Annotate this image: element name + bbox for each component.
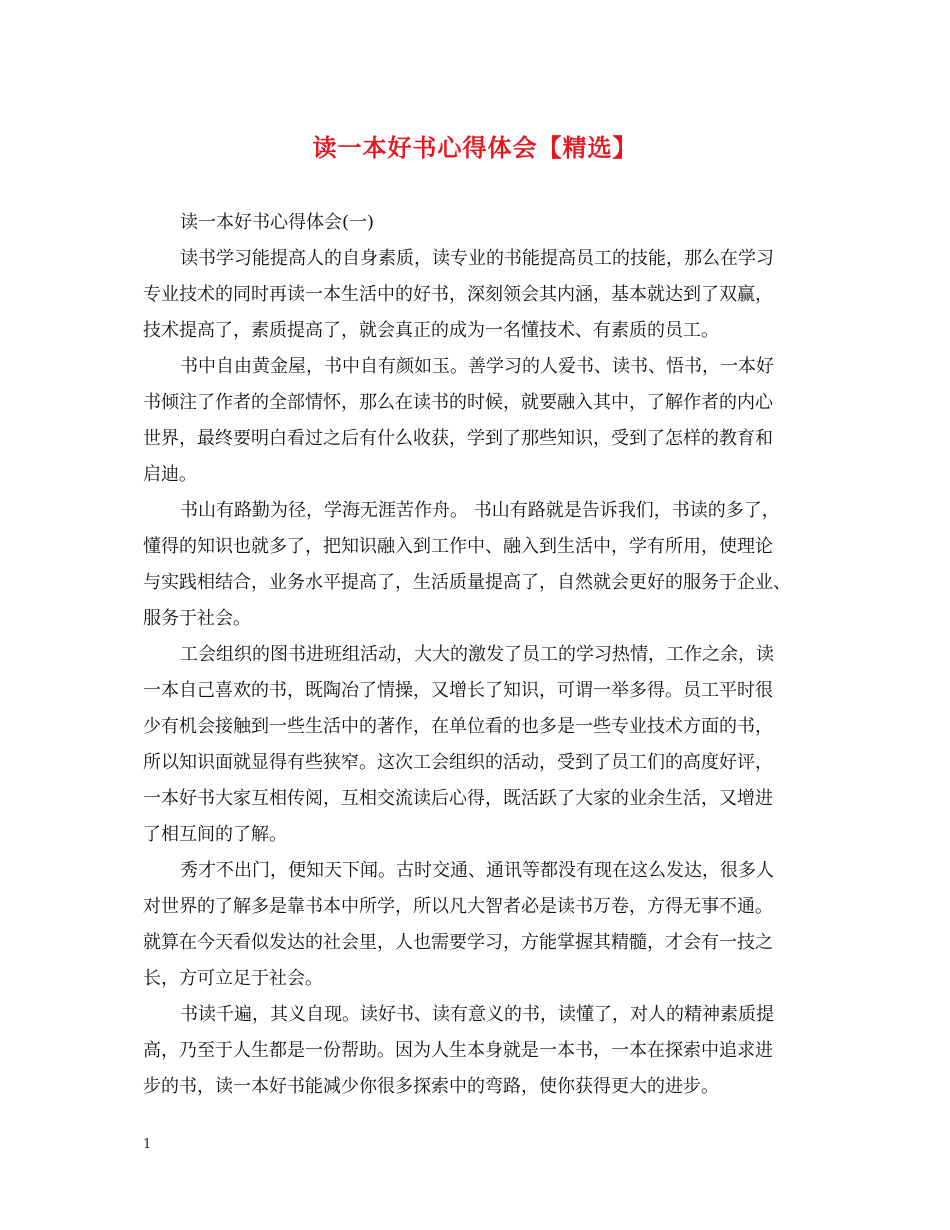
paragraph-line: 所以知识面就显得有些狭窄。这次工会组织的活动，受到了员工们的高度好评， <box>143 752 773 773</box>
paragraph-line: 对世界的了解多是靠书本中所学，所以凡大智者必是读书万卷，方得无事不通。 <box>143 896 773 917</box>
paragraph-line: 与实践相结合，业务水平提高了，生活质量提高了，自然就会更好的服务于企业、 <box>143 572 791 593</box>
paragraph-line: 长，方可立足于社会。 <box>143 968 323 989</box>
paragraph-line: 书倾注了作者的全部情怀，那么在读书的时候，就要融入其中，了解作者的内心 <box>143 392 773 413</box>
paragraph-line: 高，乃至于人生都是一份帮助。因为人生本身就是一本书，一本在探索中追求进 <box>143 1040 773 1061</box>
document-title: 读一本好书心得体会【精选】 <box>312 133 638 162</box>
document-body <box>143 205 813 1105</box>
paragraph-line: 少有机会接触到一些生活中的著作，在单位看的也多是一些专业技术方面的书， <box>143 716 773 737</box>
paragraph-line: 书读千遍，其义自现。读好书、读有意义的书，读懂了，对人的精神素质提 <box>180 1004 774 1025</box>
page-number: 1 <box>143 1137 152 1152</box>
paragraph-line: 书山有路勤为径，学海无涯苦作舟。 书山有路就是告诉我们，书读的多了， <box>180 500 780 521</box>
paragraph-line: 了相互间的了解。 <box>143 824 287 845</box>
paragraph-line: 服务于社会。 <box>143 608 251 629</box>
paragraph-line: 就算在今天看似发达的社会里，人也需要学习，方能掌握其精髓，才会有一技之 <box>143 932 773 953</box>
section-heading: 读一本好书心得体会(一) <box>180 212 375 233</box>
paragraph-line: 一本自己喜欢的书，既陶冶了情操，又增长了知识，可谓一举多得。员工平时很 <box>143 680 773 701</box>
paragraph-line: 秀才不出门，便知天下闻。古时交通、通讯等都没有现在这么发达，很多人 <box>180 860 774 881</box>
paragraph-line: 书中自由黄金屋，书中自有颜如玉。善学习的人爱书、读书、悟书，一本好 <box>180 356 774 377</box>
paragraph-line: 读书学习能提高人的自身素质，读专业的书能提高员工的技能，那么在学习 <box>180 248 774 269</box>
paragraph-line: 世界，最终要明白看过之后有什么收获，学到了那些知识，受到了怎样的教育和 <box>143 428 773 449</box>
paragraph-line: 懂得的知识也就多了，把知识融入到工作中、融入到生活中，学有所用，使理论 <box>143 536 773 557</box>
paragraph-line: 专业技术的同时再读一本生活中的好书，深刻领会其内涵，基本就达到了双赢， <box>143 284 773 305</box>
paragraph-line: 技术提高了，素质提高了，就会真正的成为一名懂技术、有素质的员工。 <box>143 320 719 341</box>
paragraph-line: 步的书，读一本好书能减少你很多探索中的弯路，使你获得更大的进步。 <box>143 1076 719 1097</box>
paragraph-line: 工会组织的图书进班组活动，大大的激发了员工的学习热情，工作之余，读 <box>180 644 774 665</box>
paragraph-line: 一本好书大家互相传阅，互相交流读后心得，既活跃了大家的业余生活，又增进 <box>143 788 773 809</box>
paragraph-line: 启迪。 <box>143 464 197 485</box>
